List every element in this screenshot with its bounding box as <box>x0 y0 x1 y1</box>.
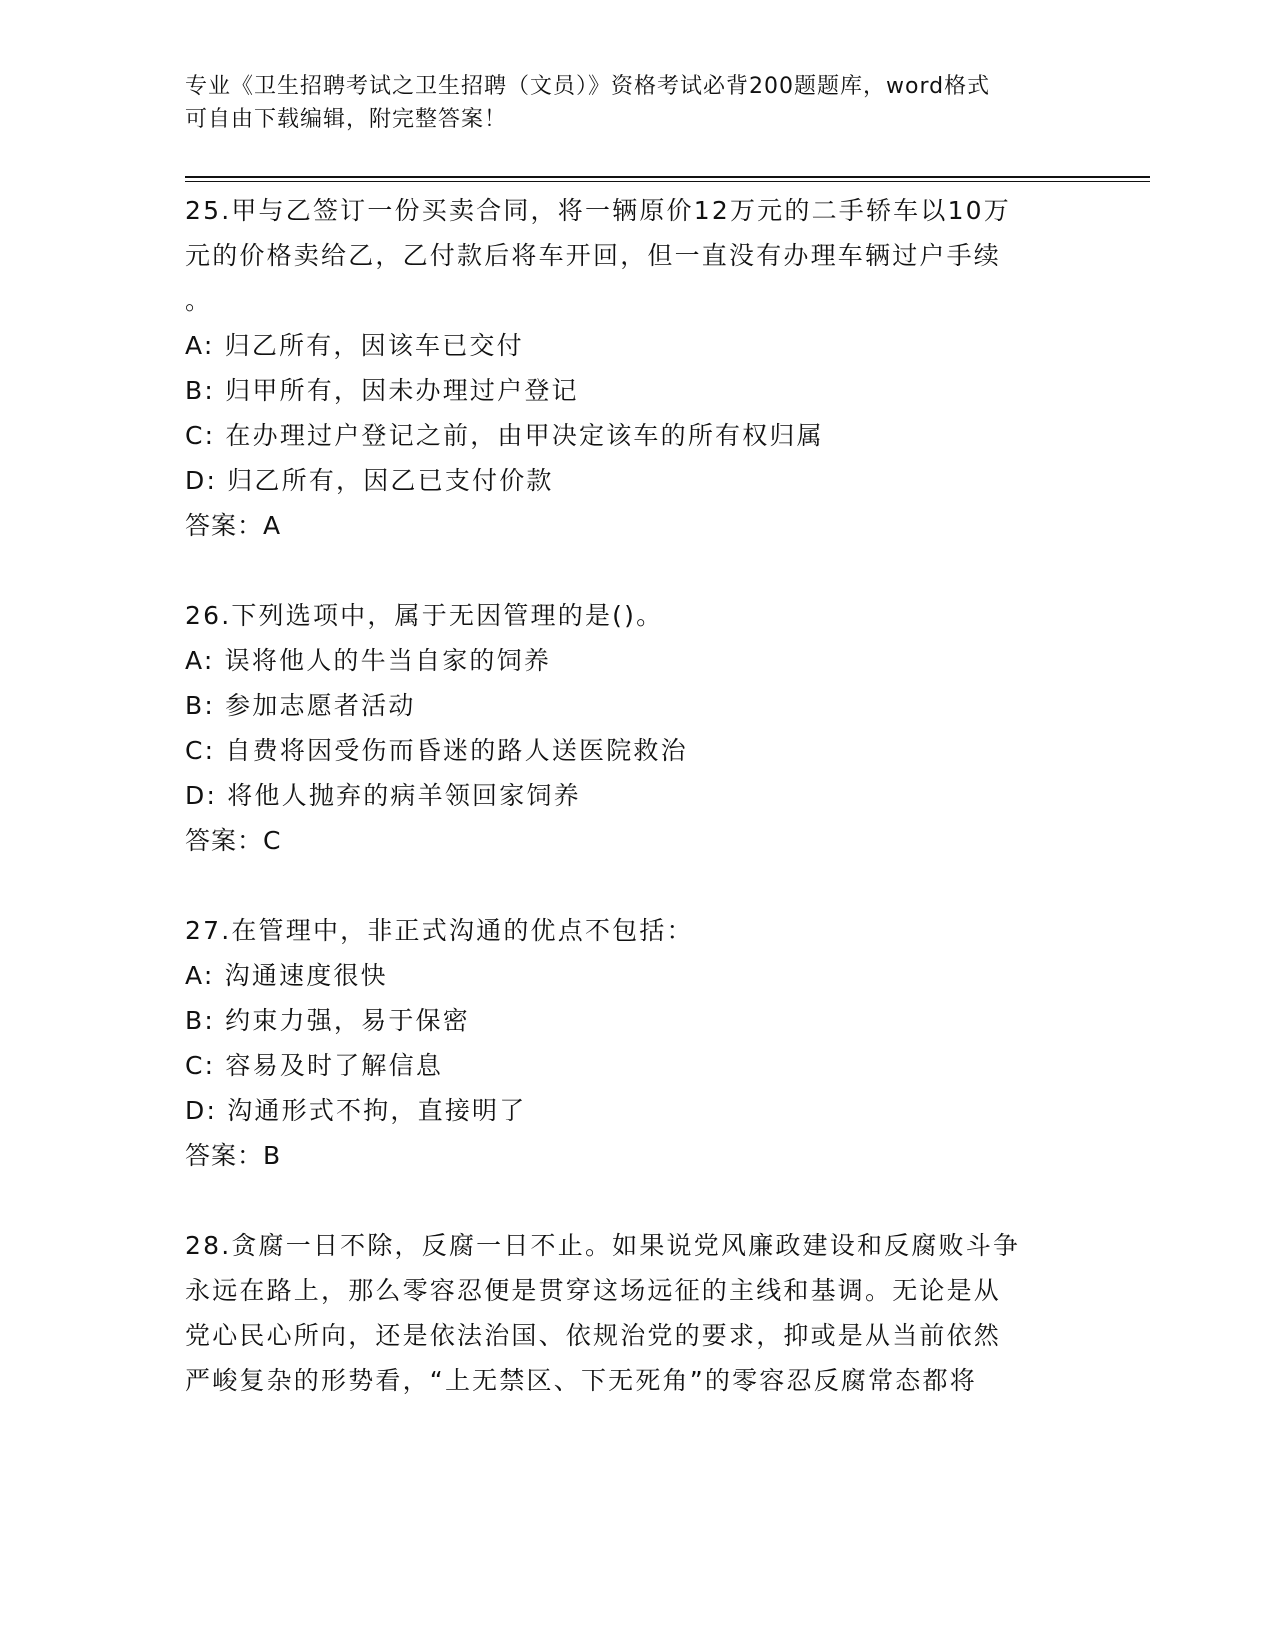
question-27-answer: 答案：B <box>185 1141 282 1170</box>
question-25-line-2: 元的价格卖给乙，乙付款后将车开回，但一直没有办理车辆过户手续 <box>185 241 1002 270</box>
question-25-line-3: 。 <box>185 286 213 315</box>
question-25-answer: 答案：A <box>185 511 282 540</box>
question-spacer <box>185 548 1085 593</box>
question-28-line-1: 28.贪腐一日不除，反腐一日不止。如果说党风廉政建设和反腐败斗争 <box>185 1231 1021 1260</box>
question-28-line-4: 严峻复杂的形势看，“上无禁区、下无死角”的零容忍反腐常态都将 <box>185 1366 977 1395</box>
question-26-option-b: B: 参加志愿者活动 <box>185 691 416 720</box>
question-26-option-d: D: 将他人抛弃的病羊领回家饲养 <box>185 781 581 810</box>
question-25 <box>185 188 1085 548</box>
question-list <box>185 188 1085 1403</box>
question-25-option-b: B: 归甲所有，因未办理过户登记 <box>185 376 579 405</box>
question-25-line-1: 25.甲与乙签订一份买卖合同，将一辆原价12万元的二手轿车以10万 <box>185 196 1011 225</box>
question-26-option-a: A: 误将他人的牛当自家的饲养 <box>185 646 552 675</box>
question-26-option-c: C: 自费将因受伤而昏迷的路人送医院救治 <box>185 736 688 765</box>
question-25-option-d: D: 归乙所有，因乙已支付价款 <box>185 466 554 495</box>
header-line-2: 可自由下载编辑，附完整答案！ <box>185 107 508 132</box>
question-27-option-b: B: 约束力强，易于保密 <box>185 1006 470 1035</box>
question-25-option-c: C: 在办理过户登记之前，由甲决定该车的所有权归属 <box>185 421 824 450</box>
question-27 <box>185 908 1085 1178</box>
question-spacer <box>185 863 1085 908</box>
header-divider <box>185 176 1150 182</box>
question-28-line-2: 永远在路上，那么零容忍便是贯穿这场远征的主线和基调。无论是从 <box>185 1276 1002 1305</box>
question-26-answer: 答案：C <box>185 826 282 855</box>
question-spacer <box>185 1178 1085 1223</box>
question-28 <box>185 1223 1085 1403</box>
question-25-option-a: A: 归乙所有，因该车已交付 <box>185 331 524 360</box>
question-27-option-c: C: 容易及时了解信息 <box>185 1051 444 1080</box>
question-28-line-3: 党心民心所向，还是依法治国、依规治党的要求，抑或是从当前依然 <box>185 1321 1002 1350</box>
question-27-line-1: 27.在管理中，非正式沟通的优点不包括： <box>185 916 694 945</box>
question-27-option-a: A: 沟通速度很快 <box>185 961 388 990</box>
question-26-line-1: 26.下列选项中，属于无因管理的是()。 <box>185 601 664 630</box>
header-line-1: 专业《卫生招聘考试之卫生招聘（文员）》资格考试必背200题题库，word格式 <box>185 74 991 99</box>
question-26 <box>185 593 1085 863</box>
question-27-option-d: D: 沟通形式不拘，直接明了 <box>185 1096 527 1125</box>
document-header <box>185 70 1065 136</box>
